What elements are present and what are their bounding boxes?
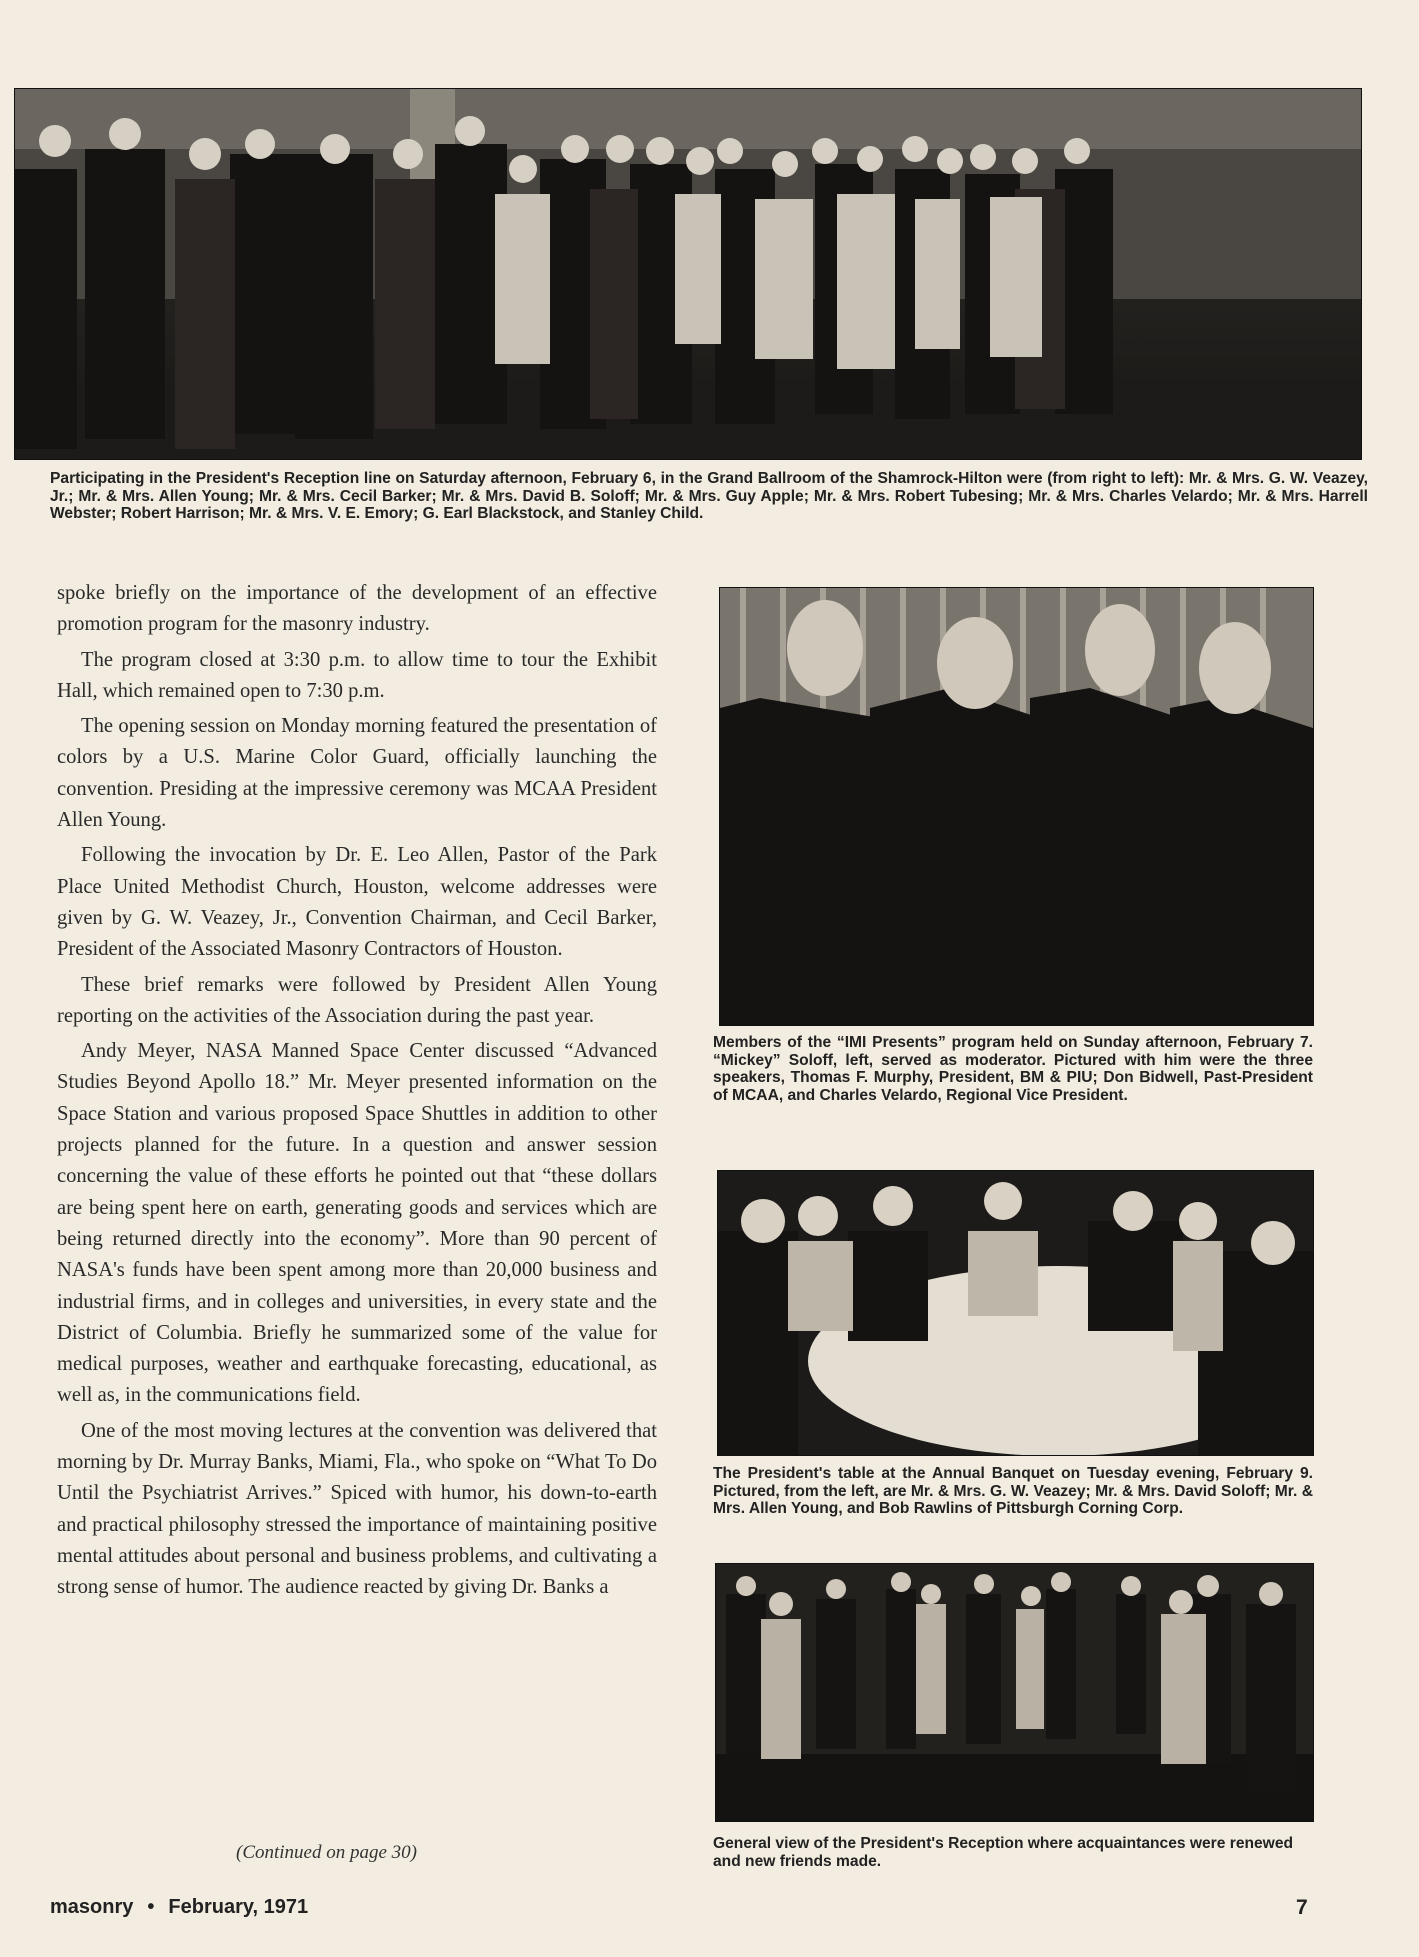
presidents-table-photo: [717, 1170, 1314, 1456]
imi-presents-caption: Members of the “IMI Presents” program held on Sunday afternoon, February 7. “Mickey” Soloff, left, served as moderator. Pictured with him were the three speakers, Thomas F. Murphy, President, BM & PIU; Don Bidwell, Past-President of MCAA, and Charles Velardo, Regional Vice President.: [713, 1034, 1313, 1104]
reception-general-illustration: [716, 1564, 1313, 1821]
imi-presents-photo: [719, 587, 1314, 1026]
continued-note: (Continued on page 30): [236, 1842, 418, 1863]
article-paragraph: The opening session on Monday morning featured the presentation of colors by a U.S. Marine Color Guard, officially launching the convention. Presiding at the impressive ceremony was MCAA President Allen Young.: [57, 715, 657, 832]
reception-general-caption: General view of the President's Reception where acquaintances were renewed and new friends made.: [713, 1835, 1294, 1870]
page-footer: [50, 1896, 308, 1919]
presidents-table-illustration: [718, 1171, 1313, 1455]
article-paragraph: spoke briefly on the importance of the development of an effective promotion program for the masonry industry.: [57, 582, 657, 636]
imi-presents-illustration: [720, 588, 1313, 1025]
reception-general-photo: [715, 1563, 1314, 1822]
reception-line-illustration: [15, 89, 1361, 459]
publication-name: masonry: [50, 1896, 134, 1918]
article-paragraph: These brief remarks were followed by President Allen Young reporting on the activities of the Association during the past year.: [57, 973, 657, 1027]
footer-bullet: •: [147, 1896, 155, 1918]
article-paragraph: Following the invocation by Dr. E. Leo Allen, Pastor of the Park Place United Methodist Church, Houston, welcome addresses were given by G. W. Veazey, Jr., Convention Chairman, and Cecil Barker, President of the Associated Masonry Contractors of Houston.: [57, 844, 657, 961]
article-paragraph: The program closed at 3:30 p.m. to allow time to tour the Exhibit Hall, which remained open to 7:30 p.m.: [57, 648, 657, 702]
reception-line-caption: Participating in the President's Reception line on Saturday afternoon, February 6, in the Grand Ballroom of the Shamrock-Hilton were (from right to left): Mr. & Mrs. G. W. Veazey, Jr.; Mr. & Mrs. Allen Young; Mr. & Mrs. Cecil Barker; Mr. & Mrs. David B. Soloff; Mr. & Mrs. Guy Apple; Mr. & Mrs. Robert Tubesing; Mr. & Mrs. Charles Velardo; Mr. & Mrs. Harrell Webster; Robert Harrison; Mr. & Mrs. V. E. Emory; G. Earl Blackstock, and Stanley Child.: [50, 470, 1368, 523]
article-body: [57, 578, 657, 1608]
page-number: 7: [1296, 1896, 1308, 1919]
issue-date: February, 1971: [168, 1896, 309, 1918]
presidents-table-caption: The President's table at the Annual Banquet on Tuesday evening, February 9. Pictured, from the left, are Mr. & Mrs. G. W. Veazey; Mr. & Mrs. David Soloff; Mr. & Mrs. Allen Young, and Bob Rawlins of Pittsburgh Corning Corp.: [713, 1465, 1313, 1518]
article-paragraph: One of the most moving lectures at the convention was delivered that morning by Dr. Murray Banks, Miami, Fla., who spoke on “What To Do Until the Psychiatrist Arrives.” Spiced with humor, his down-to-earth and practical philosophy stressed the importance of maintaining positive mental attitudes about personal and business problems, and cultivating a strong sense of humor. The audience reacted by giving Dr. Banks a: [57, 1419, 657, 1599]
reception-line-photo: [14, 88, 1362, 460]
article-paragraph: Andy Meyer, NASA Manned Space Center discussed “Advanced Studies Beyond Apollo 18.” Mr. Meyer presented information on the Space Station and various proposed Space Shuttles in addition to other projects planned for the future. In a question and answer session concerning the value of these efforts he pointed out that “these dollars are being spent here on earth, generating goods and services which are being returned directly into the economy”. More than 90 percent of NASA's funds have been spent among more than 20,000 business and industrial firms, and in colleges and universities, in every state and the District of Columbia. Briefly he summarized some of the value for medical purposes, weather and earthquake forecasting, educational, as well as, in the communications field.: [57, 1040, 657, 1407]
